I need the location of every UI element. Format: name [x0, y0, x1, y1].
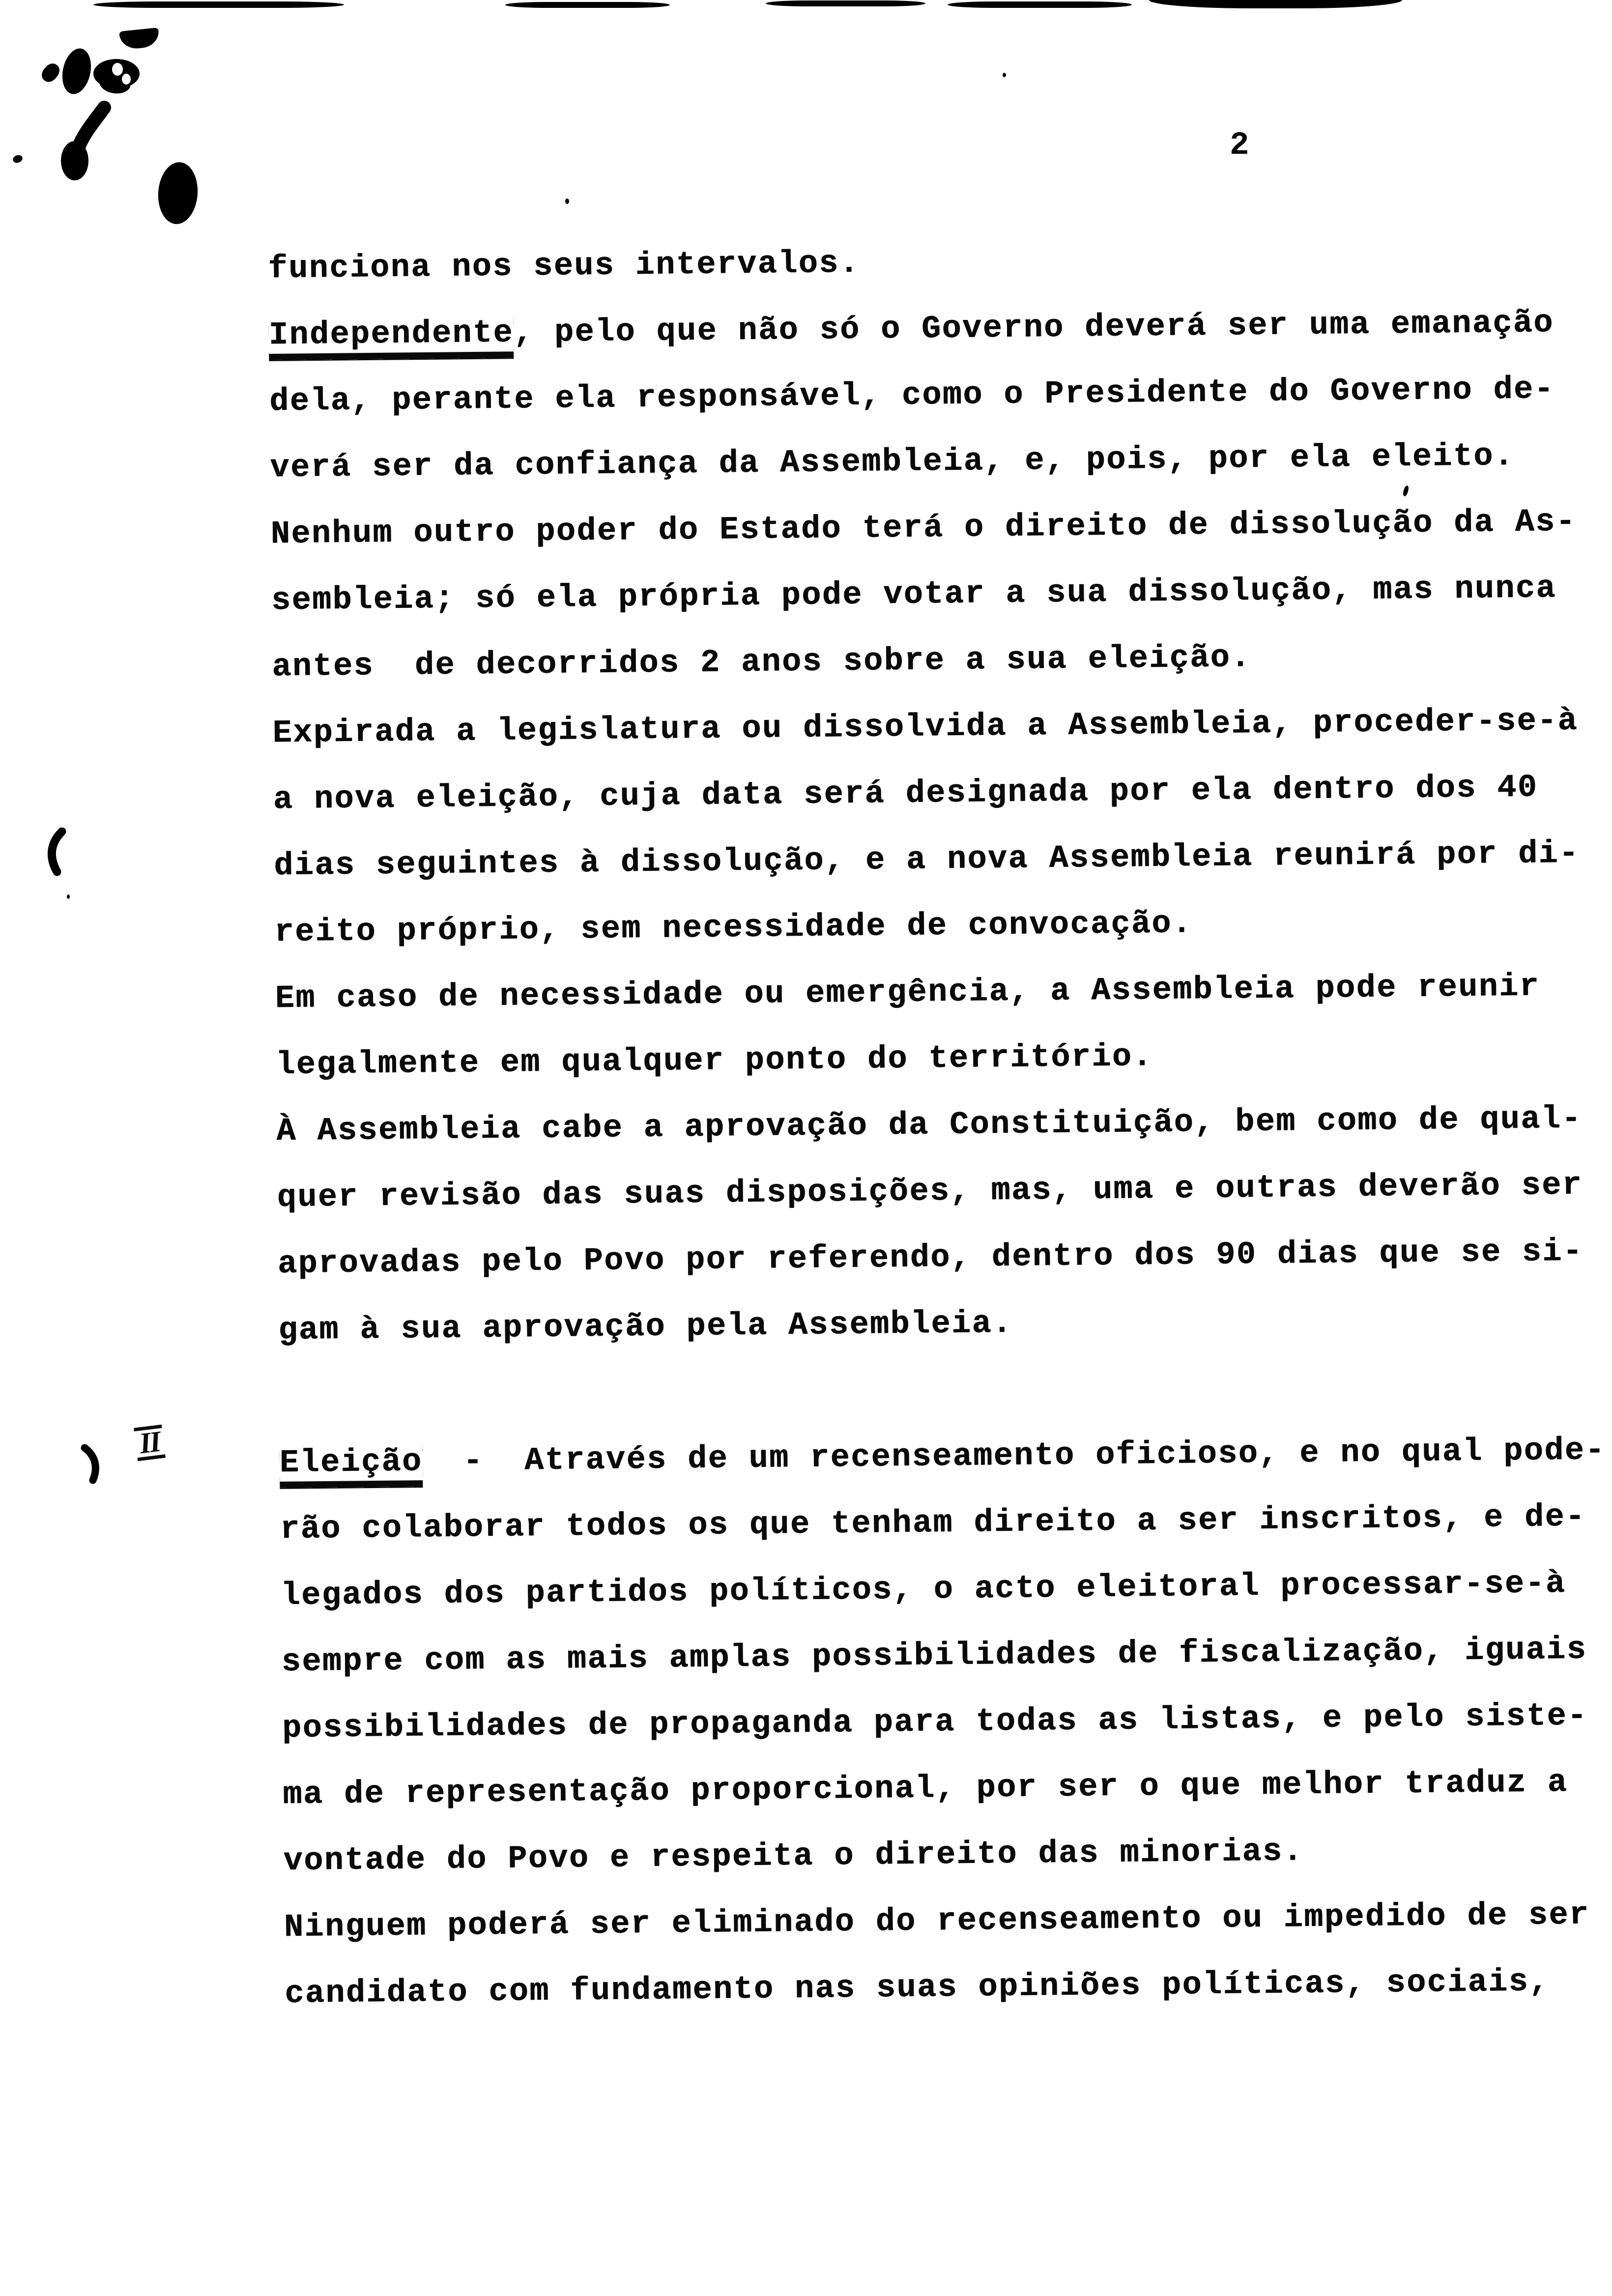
margin-comma-mark: [80, 1443, 105, 1485]
ink-speck: [565, 199, 569, 204]
text-line: gam à sua aprovação pela Assembleia.: [278, 1305, 1013, 1349]
text-line: legalmente em qualquer ponto do território.: [275, 1038, 1153, 1083]
ink-speck: [67, 894, 70, 899]
text-line: Nenhum outro poder do Estado terá o direito de dissolução da As-: [270, 503, 1577, 552]
text-line: Ninguem poderá ser eliminado do recenseamento ou impedido de ser: [284, 1896, 1590, 1946]
underlined-word: Eleição: [280, 1443, 423, 1488]
text-lines: [268, 223, 1612, 2027]
ink-blot: [119, 28, 160, 50]
text-line: sempre com as mais amplas possibilidades de fiscalização, iguais: [281, 1631, 1587, 1680]
text-line: sembleia; só ela própria pode votar a sua dissolução, mas nunca: [271, 570, 1557, 619]
margin-open-paren-mark: [42, 828, 70, 877]
underlined-word: Independente: [269, 315, 514, 360]
ink-blot: [156, 161, 200, 225]
ink-blot-hole: [112, 63, 123, 76]
text-line: a nova eleição, cuja data será designada por ela dentro dos 40: [273, 769, 1538, 818]
text-line: candidato com fundamento nas suas opiniões políticas, sociais,: [284, 1963, 1550, 2012]
text-line: dias seguintes à dissolução, e a nova Assembleia reunirá por di-: [273, 835, 1580, 884]
text-line: rão colaborar todos os que tenham direito a ser inscritos, e de-: [280, 1498, 1586, 1548]
ink-blot: [12, 154, 24, 164]
scan-edge-mark: [948, 1, 1132, 8]
text-line: funciona nos seus intervalos.: [268, 245, 860, 287]
scan-edge-mark: [93, 1, 344, 8]
scan-edge-mark: [766, 0, 925, 6]
text-line: Independente, pelo que não só o Governo deverá ser uma emanação: [268, 289, 1606, 369]
text-line: antes de decorridos 2 anos sobre a sua eleição.: [272, 639, 1251, 685]
page-number: 2: [1230, 127, 1249, 164]
text-line: Em caso de necessidade ou emergência, a Assembleia pode reunir: [275, 968, 1540, 1017]
ink-speck: [1003, 73, 1006, 77]
ink-blot-hole: [122, 74, 131, 85]
text-line: reito próprio, sem necessidade de convocação.: [274, 905, 1193, 950]
ink-blot: [39, 60, 63, 85]
text-line: legados dos partidos políticos, o acto eleitoral processar-se-à: [281, 1565, 1566, 1614]
text-line: dela, perante ela responsável, como o Presidente do Governo de-: [269, 371, 1555, 420]
scan-edge-mark: [505, 2, 670, 8]
text-line: Eleição - Através de um recenseamento oficioso, e no qual pode-: [279, 1417, 1612, 1496]
ink-streak: [39, 101, 128, 189]
text-line: aprovadas pelo Povo por referendo, dentro dos 90 dias que se si-: [277, 1233, 1583, 1282]
margin-roman-numeral-ii: II: [134, 1425, 166, 1461]
text-line: possibilidades de propaganda para todas as listas, e pelo siste-: [282, 1697, 1588, 1747]
text-line: vontade do Povo e respeita o direito das minorias.: [283, 1833, 1304, 1879]
text-line: À Assembleia cabe a aprovação da Constituição, bem como de qual-: [276, 1100, 1583, 1149]
text-line: quer revisão das suas disposições, mas, uma e outras deverão ser: [277, 1167, 1583, 1216]
text-line: Expirada a legislatura ou dissolvida a Assembleia, proceder-se-à: [272, 702, 1579, 751]
ink-blot: [58, 46, 95, 97]
text-line: ma de representação proporcional, por ser o que melhor traduz a: [283, 1764, 1568, 1813]
text-line: verá ser da confiança da Assembleia, e, pois, por ela eleito.: [270, 437, 1515, 486]
scan-edge-mark: [1149, 0, 1402, 8]
